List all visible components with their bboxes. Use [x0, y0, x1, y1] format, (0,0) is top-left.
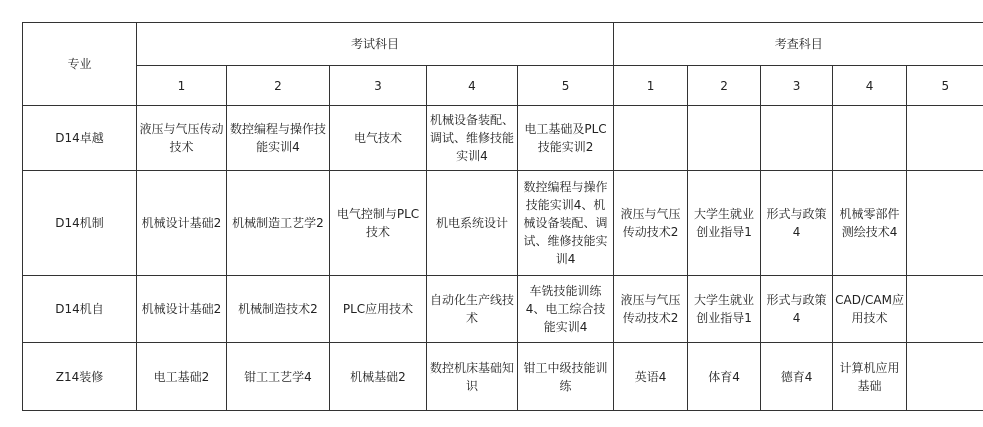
exam-subject-cell: 液压与气压传动技术 [137, 106, 227, 171]
check-subject-cell: 液压与气压传动技术2 [614, 276, 688, 343]
exam-subject-cell: 机械设备装配、调试、维修技能实训4 [427, 106, 518, 171]
exam-subject-cell: 机电系统设计 [427, 171, 518, 276]
check-subject-cell [833, 106, 907, 171]
exam-subject-cell: 机械制造工艺学2 [227, 171, 330, 276]
check-subject-cell: 形式与政策4 [761, 276, 833, 343]
major-header: 专业 [23, 23, 137, 106]
course-table [22, 22, 983, 411]
check-col-number: 3 [761, 66, 833, 106]
exam-subject-cell: 机械设计基础2 [137, 171, 227, 276]
exam-subject-cell: 机械基础2 [330, 343, 427, 411]
exam-subject-cell: 机械设计基础2 [137, 276, 227, 343]
check-subject-cell: 液压与气压传动技术2 [614, 171, 688, 276]
check-subject-cell: 大学生就业创业指导1 [688, 171, 761, 276]
exam-subject-cell: 电工基础及PLC技能实训2 [518, 106, 614, 171]
header-row-groups [23, 23, 983, 66]
exam-subject-cell: 数控编程与操作技能实训4 [227, 106, 330, 171]
major-cell: D14机制 [23, 171, 137, 276]
exam-subject-cell: 数控编程与操作技能实训4、机械设备装配、调试、维修技能实训4 [518, 171, 614, 276]
table-row [23, 343, 983, 411]
check-subject-cell: 形式与政策4 [761, 171, 833, 276]
exam-col-number: 3 [330, 66, 427, 106]
exam-subject-cell: 自动化生产线技术 [427, 276, 518, 343]
exam-col-number: 5 [518, 66, 614, 106]
check-subject-cell [907, 343, 983, 411]
check-subject-cell [907, 171, 983, 276]
check-subject-cell: 德育4 [761, 343, 833, 411]
check-subject-cell: 计算机应用基础 [833, 343, 907, 411]
exam-subject-cell: 车铣技能训练4、电工综合技能实训4 [518, 276, 614, 343]
exam-subject-cell: 电气技术 [330, 106, 427, 171]
exam-col-number: 4 [427, 66, 518, 106]
check-subject-cell: 体育4 [688, 343, 761, 411]
header-row-numbers [23, 66, 983, 106]
major-cell: D14卓越 [23, 106, 137, 171]
course-table-sheet [22, 22, 983, 411]
exam-subjects-header: 考试科目 [137, 23, 614, 66]
table-row [23, 106, 983, 171]
check-subject-cell [907, 106, 983, 171]
exam-subject-cell: 钳工中级技能训练 [518, 343, 614, 411]
check-subject-cell: 机械零部件测绘技术4 [833, 171, 907, 276]
major-cell: Z14装修 [23, 343, 137, 411]
check-col-number: 4 [833, 66, 907, 106]
check-subject-cell [688, 106, 761, 171]
exam-subject-cell: 机械制造技术2 [227, 276, 330, 343]
check-subject-cell [614, 106, 688, 171]
exam-subject-cell: PLC应用技术 [330, 276, 427, 343]
check-subject-cell [907, 276, 983, 343]
exam-subject-cell: 数控机床基础知识 [427, 343, 518, 411]
exam-col-number: 2 [227, 66, 330, 106]
check-subject-cell: CAD/CAM应用技术 [833, 276, 907, 343]
check-col-number: 5 [907, 66, 983, 106]
check-subject-cell: 英语4 [614, 343, 688, 411]
exam-subject-cell: 钳工工艺学4 [227, 343, 330, 411]
exam-subject-cell: 电工基础2 [137, 343, 227, 411]
check-col-number: 2 [688, 66, 761, 106]
exam-col-number: 1 [137, 66, 227, 106]
table-row [23, 276, 983, 343]
table-row [23, 171, 983, 276]
check-subject-cell [761, 106, 833, 171]
major-cell: D14机自 [23, 276, 137, 343]
exam-subject-cell: 电气控制与PLC技术 [330, 171, 427, 276]
check-subject-cell: 大学生就业创业指导1 [688, 276, 761, 343]
check-subjects-header: 考查科目 [614, 23, 983, 66]
check-col-number: 1 [614, 66, 688, 106]
